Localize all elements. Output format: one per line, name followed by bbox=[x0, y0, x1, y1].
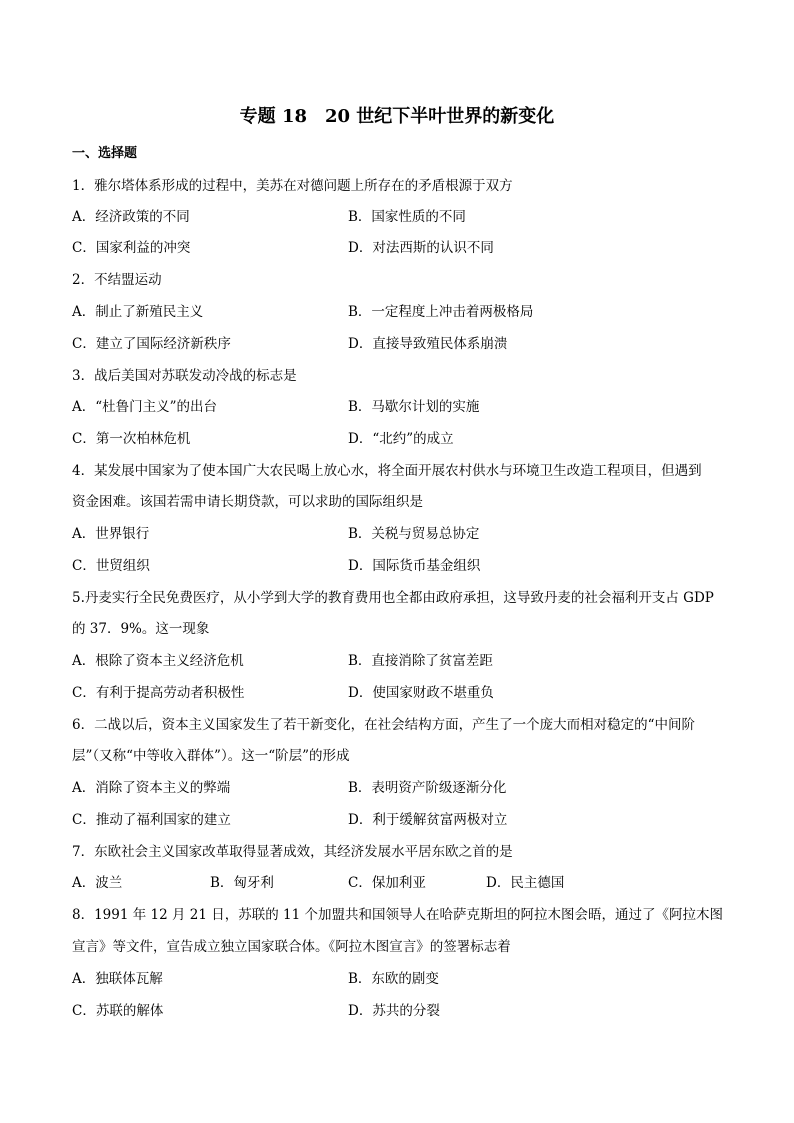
question-2-option-d: D．直接导致殖民体系崩溃 bbox=[348, 336, 508, 352]
question-4-option-c: C．世贸组织 bbox=[72, 558, 150, 574]
question-8-option-a: A．独联体瓦解 bbox=[72, 971, 163, 987]
question-1-option-b: B．国家性质的不同 bbox=[348, 209, 466, 225]
question-8-stem-line-1: 8．1991 年 12 月 21 日，苏联的 11 个加盟共和国领导人在哈萨克斯坦的阿拉木图会晤，通过了《阿拉木图 bbox=[72, 907, 724, 923]
question-8-option-b: B．东欧的剧变 bbox=[348, 971, 439, 987]
question-1-stem: 1．雅尔塔体系形成的过程中，美苏在对德问题上所存在的矛盾根源于双方 bbox=[72, 178, 513, 194]
question-7-option-d: D．民主德国 bbox=[486, 875, 565, 891]
question-4-option-d: D．国际货币基金组织 bbox=[348, 558, 481, 574]
question-2-option-a: A．制止了新殖民主义 bbox=[72, 304, 204, 320]
question-5-option-d: D．使国家财政不堪重负 bbox=[348, 685, 494, 701]
question-6-stem-line-2: 层”（又称“中等收入群体”）。这一“阶层”的形成 bbox=[72, 748, 350, 764]
question-6-option-b: B．表明资产阶级逐渐分化 bbox=[348, 780, 507, 796]
question-4-stem-line-2: 资金困难。该国若需申请长期贷款，可以求助的国际组织是 bbox=[72, 494, 423, 510]
question-4-stem-line-1: 4．某发展中国家为了使本国广大农民喝上放心水，将全面开展农村供水与环境卫生改造工程项目，但遇到 bbox=[72, 463, 702, 479]
section-heading: 一、选择题 bbox=[72, 146, 138, 161]
question-5-stem-line-1: 5.丹麦实行全民免费医疗，从小学到大学的教育费用也全都由政府承担，这导致丹麦的社会福利开支占 GDP bbox=[72, 590, 714, 606]
question-1-option-c: C．国家利益的冲突 bbox=[72, 240, 191, 256]
question-6-option-a: A．消除了资本主义的弊端 bbox=[72, 780, 231, 796]
question-5-stem-line-2: 的 37．9%。这一现象 bbox=[72, 621, 210, 637]
question-1-option-a: A．经济政策的不同 bbox=[72, 209, 190, 225]
question-3-stem: 3．战后美国对苏联发动冷战的标志是 bbox=[72, 368, 297, 384]
question-3-option-a: A．“杜鲁门主义”的出台 bbox=[72, 399, 218, 415]
question-4-option-b: B．关税与贸易总协定 bbox=[348, 526, 480, 542]
question-4-option-a: A．世界银行 bbox=[72, 526, 150, 542]
question-8-option-c: C．苏联的解体 bbox=[72, 1003, 164, 1019]
page-title: 专题 18 20 世纪下半叶世界的新变化 bbox=[239, 106, 555, 127]
question-8-stem-line-2: 宣言》等文件，宣告成立独立国家联合体。《阿拉木图宣言》的签署标志着 bbox=[72, 939, 511, 955]
question-7-option-b: B．匈牙利 bbox=[210, 875, 274, 891]
question-3-option-c: C．第一次柏林危机 bbox=[72, 431, 191, 447]
question-2-stem: 2．不结盟运动 bbox=[72, 272, 162, 288]
question-5-option-c: C．有利于提高劳动者积极性 bbox=[72, 685, 245, 701]
question-7-option-c: C．保加利亚 bbox=[348, 875, 426, 891]
question-7-stem: 7．东欧社会主义国家改革取得显著成效，其经济发展水平居东欧之首的是 bbox=[72, 844, 513, 860]
question-6-option-c: C．推动了福利国家的建立 bbox=[72, 812, 231, 828]
question-3-option-b: B．马歇尔计划的实施 bbox=[348, 399, 480, 415]
question-7-option-a: A．波兰 bbox=[72, 875, 123, 891]
question-3-option-d: D．“北约”的成立 bbox=[348, 431, 454, 447]
question-5-option-a: A．根除了资本主义经济危机 bbox=[72, 653, 244, 669]
question-2-option-c: C．建立了国际经济新秩序 bbox=[72, 336, 231, 352]
question-8-option-d: D．苏共的分裂 bbox=[348, 1003, 440, 1019]
question-1-option-d: D．对法西斯的认识不同 bbox=[348, 240, 494, 256]
question-6-stem-line-1: 6．二战以后，资本主义国家发生了若干新变化，在社会结构方面，产生了一个庞大而相对稳定的“中间阶 bbox=[72, 717, 695, 733]
question-6-option-d: D．利于缓解贫富两极对立 bbox=[348, 812, 508, 828]
question-2-option-b: B．一定程度上冲击着两极格局 bbox=[348, 304, 534, 320]
question-5-option-b: B．直接消除了贫富差距 bbox=[348, 653, 493, 669]
